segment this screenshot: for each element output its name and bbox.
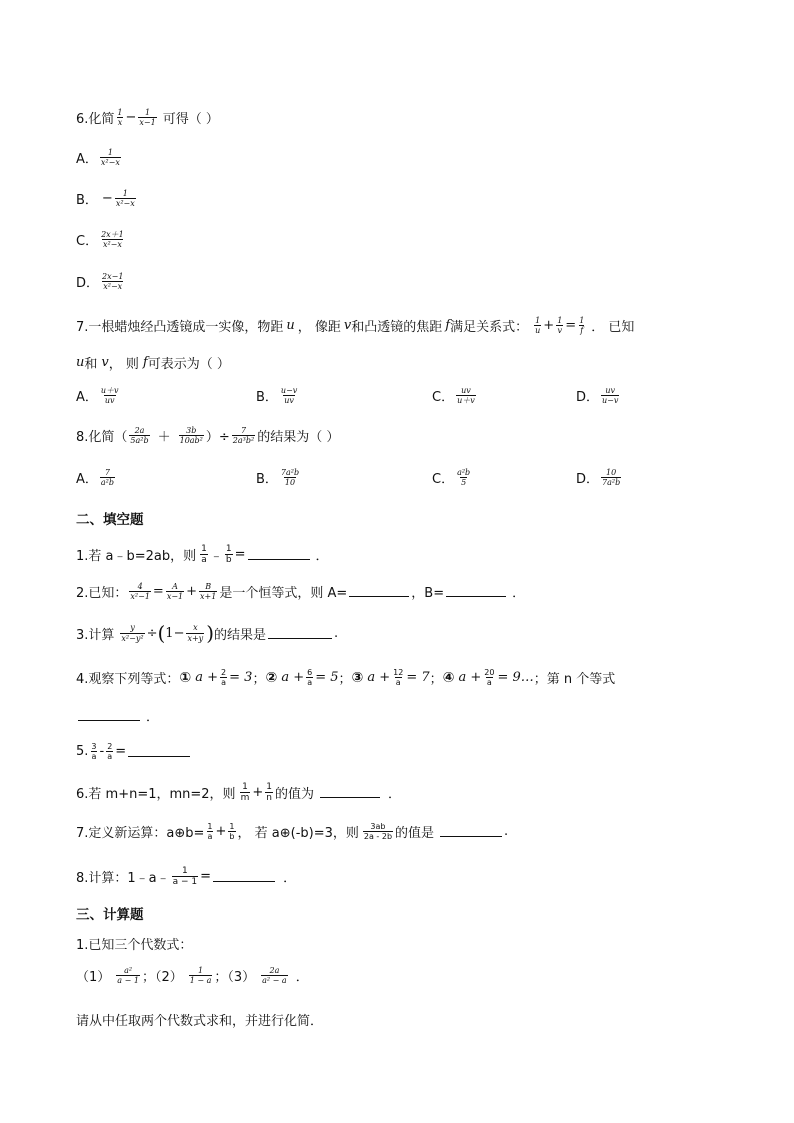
fraction-numerator: B [205, 582, 212, 591]
text-fragment: = [234, 547, 246, 563]
fraction-numerator: 1 [201, 544, 207, 554]
fraction-denominator: x+y [187, 633, 204, 643]
text-fragment: = [565, 318, 577, 334]
text-fragment: D． [76, 276, 100, 292]
text-fragment: D． [576, 472, 600, 488]
question-6-option-a[interactable] [76, 148, 123, 167]
text-fragment: ② [265, 669, 278, 686]
fraction-numerator: 1 [535, 316, 541, 325]
fraction-denominator: x²−x [103, 282, 123, 292]
text-fragment: a + [458, 670, 482, 686]
fraction [100, 468, 115, 487]
fraction-denominator: 1 − a [189, 976, 212, 986]
text-fragment: 5. [76, 744, 89, 760]
fraction-denominator: b [229, 832, 235, 842]
fraction [90, 742, 97, 761]
answer-blank[interactable] [349, 586, 409, 597]
fraction [280, 386, 298, 405]
fraction [100, 386, 120, 405]
text-fragment: ， 则 [108, 357, 139, 372]
fraction-denominator: f [580, 326, 584, 336]
text-fragment: 3.计算 [76, 627, 115, 643]
answer-blank[interactable] [440, 826, 502, 837]
text-fragment: ﹣ [209, 549, 223, 565]
fraction-numerator: 6 [307, 668, 313, 677]
fraction-numerator: 1 [207, 822, 213, 831]
question-8-option-a[interactable] [76, 468, 117, 487]
fraction-numerator: 1 [117, 108, 123, 117]
question-8-option-d[interactable] [576, 468, 623, 487]
text-fragment: . [504, 824, 509, 840]
text-fragment: = 5 [315, 670, 339, 686]
fraction [240, 782, 251, 804]
fraction-numerator: a²b [457, 468, 471, 477]
fraction-numerator: u＋v [100, 386, 119, 395]
fraction-denominator: a [486, 678, 492, 688]
fraction [225, 544, 233, 566]
fraction-denominator: a²b [100, 478, 115, 488]
fraction [100, 148, 121, 167]
fraction-numerator: 10 [606, 468, 617, 477]
fraction-numerator: 2x＋1 [101, 230, 124, 239]
text-fragment: ④ [442, 669, 455, 686]
text-fragment: ． [315, 549, 329, 565]
fraction [280, 468, 300, 487]
fraction-numerator: 3b [186, 426, 197, 435]
text-fragment: v [101, 355, 109, 370]
fraction [601, 386, 619, 405]
fraction [172, 866, 199, 888]
fraction-denominator: x²−1 [130, 592, 150, 602]
fraction-numerator: 1 [229, 822, 235, 831]
fraction-denominator: a [107, 752, 113, 762]
fraction-denominator: a − 1 [117, 976, 139, 986]
text-fragment: 6.若 m+n=1，mn=2，则 [76, 787, 236, 803]
text-fragment: C． [432, 390, 455, 406]
answer-blank[interactable] [268, 628, 332, 639]
fraction-numerator: 2x−1 [102, 272, 124, 281]
fraction-numerator: 20 [484, 668, 495, 677]
fraction [534, 316, 541, 335]
fraction-denominator: x²−x [102, 240, 122, 250]
question-7-option-b[interactable] [256, 386, 300, 405]
fraction-numerator: 1 [107, 148, 113, 157]
fraction-numerator: x [193, 623, 198, 633]
fraction [265, 782, 273, 804]
fraction [179, 426, 204, 445]
text-fragment: 的结果为（ ） [257, 430, 340, 446]
text-fragment: + [215, 824, 227, 840]
fill-question-4-answer [76, 706, 159, 725]
fraction-denominator: 2a³b² [232, 436, 255, 446]
question-7-stem-line2 [76, 353, 230, 372]
text-fragment: 的结果是 [214, 627, 267, 643]
text-fragment: ；（3） [214, 970, 256, 986]
fraction [189, 966, 213, 985]
fraction [206, 822, 213, 841]
fill-question-8 [76, 866, 296, 888]
fraction-numerator: 1 [225, 544, 232, 554]
answer-blank[interactable] [446, 586, 506, 597]
text-fragment: a + [195, 670, 219, 686]
text-fragment: a + [281, 670, 305, 686]
text-fragment: 和 [84, 357, 98, 372]
fraction-denominator: a [201, 555, 207, 566]
text-fragment: （1） [76, 970, 111, 986]
text-fragment: C． [432, 472, 455, 488]
fraction-denominator: uv [104, 396, 115, 406]
text-fragment: 2.已知： [76, 586, 128, 602]
answer-blank[interactable] [213, 871, 275, 882]
fraction [186, 623, 204, 642]
fraction [556, 316, 563, 335]
text-fragment: + [252, 785, 264, 801]
text-fragment: ． [388, 787, 402, 803]
text-fragment: 8.计算：1﹣a﹣ [76, 871, 170, 887]
fraction [220, 668, 227, 687]
text-fragment: A． [76, 152, 98, 168]
fill-question-3 [76, 623, 338, 643]
fraction-denominator: a² − a [262, 976, 287, 986]
text-fragment: 的值是 [395, 826, 435, 842]
text-fragment: 1 [165, 625, 174, 641]
text-fragment: 满足关系式： [450, 320, 529, 336]
fraction-numerator: 2 [221, 668, 227, 677]
calc-question-1-instruction: 请从中任取两个代数式求和，并进行化简． [76, 1014, 324, 1029]
fraction-numerator: 1 [266, 782, 272, 792]
fraction [129, 582, 151, 601]
text-fragment: 6.化简 [76, 112, 115, 128]
fraction [129, 426, 149, 445]
fraction-denominator: u [535, 326, 541, 336]
fraction-denominator: b [225, 555, 232, 566]
fraction-numerator: 1 [242, 782, 248, 792]
text-fragment: 的值为 [274, 787, 314, 803]
question-7-option-c[interactable] [432, 386, 478, 405]
fraction-denominator: uv [284, 396, 294, 406]
fraction [106, 742, 113, 761]
fraction-denominator: x [117, 118, 123, 128]
question-8-stem [76, 426, 339, 445]
text-fragment: u [286, 318, 295, 334]
text-fragment: ，B= [411, 586, 445, 602]
fraction-numerator: y [130, 623, 135, 633]
text-fragment: ． [283, 871, 297, 887]
text-fragment: 1.若 a﹣b=2ab，则 [76, 549, 197, 565]
fraction [578, 316, 585, 335]
fill-question-6 [76, 782, 401, 804]
text-fragment: C． [76, 234, 99, 250]
fill-question-5 [76, 742, 192, 761]
fraction-numerator: 7a²b [280, 468, 300, 477]
section-title-fill-in: 二、填空题 [76, 512, 144, 528]
text-fragment: ) [206, 621, 215, 645]
text-fragment: = 7 [406, 670, 430, 686]
fraction-denominator: n [266, 793, 272, 804]
text-fragment: ＋ [157, 430, 171, 446]
fraction-denominator: x²−y² [121, 633, 144, 643]
text-fragment: = 3 [229, 670, 253, 686]
fraction-denominator: x²−x [100, 158, 120, 168]
fraction-numerator: a² [124, 966, 133, 975]
fraction [483, 668, 495, 687]
text-fragment: 可得（ ） [162, 112, 219, 128]
fraction-numerator: A [172, 582, 178, 591]
question-8-option-c[interactable] [432, 468, 473, 487]
fraction-denominator: a [307, 678, 313, 688]
question-8-option-b[interactable] [256, 468, 302, 487]
question-7-stem-line1 [76, 316, 634, 335]
fraction [456, 468, 471, 487]
fraction-numerator: u−v [280, 386, 298, 395]
fraction [363, 822, 393, 841]
fraction-denominator: u−v [602, 396, 619, 406]
fraction-numerator: 2a [269, 966, 280, 975]
text-fragment: ． [295, 970, 309, 986]
text-fragment: A． [76, 472, 98, 488]
fraction-numerator: 4 [137, 582, 143, 591]
question-6-option-c[interactable] [76, 230, 127, 249]
text-fragment: 7.定义新运算：a⊕b= [76, 826, 205, 842]
fraction [166, 582, 184, 601]
text-fragment: ③ [351, 669, 364, 686]
text-fragment: ； [429, 672, 443, 688]
fraction [116, 108, 123, 127]
text-fragment: 7.一根蜡烛经凸透镜成一实像，物距 [76, 320, 284, 336]
fraction [200, 544, 208, 566]
question-6-stem [76, 108, 219, 127]
fraction-numerator: 2 [107, 742, 113, 751]
answer-blank[interactable] [78, 710, 140, 721]
fraction [100, 230, 125, 249]
fraction-denominator: 10ab² [179, 436, 203, 446]
text-fragment: ． 已知 [591, 320, 635, 336]
text-fragment: ． [512, 586, 526, 602]
fraction-numerator: 1 [122, 189, 128, 198]
fraction-numerator: 7 [240, 426, 247, 435]
fraction [116, 966, 140, 985]
text-fragment: − [101, 191, 113, 207]
fraction [228, 822, 235, 841]
fraction [601, 468, 621, 487]
fraction-denominator: u＋v [457, 396, 475, 406]
fraction [232, 426, 255, 445]
question-6-option-d[interactable] [76, 272, 126, 291]
fraction [138, 108, 156, 127]
fraction-numerator: 3ab [370, 822, 386, 831]
fraction-denominator: x−1 [166, 592, 184, 602]
fraction-numerator: 3 [91, 742, 97, 751]
fraction-numerator: 12 [393, 668, 404, 677]
fraction [120, 623, 144, 642]
answer-blank[interactable] [128, 746, 190, 757]
question-7-option-a[interactable] [76, 386, 122, 405]
text-fragment: B． [256, 472, 278, 488]
fraction-numerator: 2a [134, 426, 145, 435]
fraction-denominator: 10 [284, 478, 296, 488]
text-fragment: ① [179, 669, 192, 686]
fraction [115, 189, 136, 208]
text-fragment: ÷ [146, 625, 158, 641]
fraction-numerator: 1 [579, 316, 585, 325]
fraction-denominator: a [91, 752, 97, 762]
fraction [101, 272, 124, 291]
text-fragment: ）÷ [205, 430, 230, 446]
fraction [306, 668, 313, 687]
fraction-denominator: 2a - 2b [363, 832, 393, 842]
text-fragment: − [173, 625, 185, 641]
fraction-numerator: 1 [198, 966, 204, 975]
fraction-numerator: 7 [104, 468, 110, 477]
fraction-denominator: m [240, 793, 250, 804]
text-fragment: 4.观察下列等式： [76, 672, 180, 688]
text-fragment: ， 若 a⊕(-b)=3，则 [237, 826, 359, 842]
text-fragment: = [200, 869, 212, 885]
text-fragment: ；（2） [141, 970, 183, 986]
text-fragment: = 9… [497, 670, 534, 686]
text-fragment: B． [256, 390, 278, 406]
fraction-denominator: a − 1 [172, 877, 198, 888]
text-fragment: ． [146, 710, 160, 725]
text-fragment: . [334, 625, 339, 641]
fraction [392, 668, 404, 687]
fill-question-2 [76, 582, 525, 601]
text-fragment: 可表示为（ ） [147, 357, 230, 372]
fraction-numerator: 1 [145, 108, 151, 117]
text-fragment: a + [367, 670, 391, 686]
text-fragment: ； [338, 672, 352, 688]
fill-question-1 [76, 544, 329, 566]
text-fragment: 是一个恒等式，则 A= [219, 586, 348, 602]
fraction-denominator: x−1 [139, 118, 156, 128]
text-fragment: + [186, 584, 198, 600]
fill-question-7 [76, 822, 508, 841]
fraction [199, 582, 217, 601]
answer-blank[interactable] [320, 787, 380, 798]
text-fragment: f [445, 318, 451, 334]
fraction-denominator: 5 [461, 478, 467, 488]
question-7-option-d[interactable] [576, 386, 621, 405]
fraction-denominator: x+1 [200, 592, 217, 602]
text-fragment: ； [252, 672, 266, 688]
fraction-denominator: v [557, 326, 562, 336]
text-fragment: f [142, 355, 148, 370]
fraction-numerator: 1 [182, 866, 188, 876]
fraction-denominator: a [395, 678, 401, 688]
fraction [456, 386, 476, 405]
fraction-numerator: uv [605, 386, 616, 395]
text-fragment: A． [76, 390, 98, 406]
fraction-numerator: uv [461, 386, 471, 395]
fraction-denominator: a [207, 832, 213, 842]
fraction-denominator: x²−x [115, 199, 135, 209]
text-fragment: D． [576, 390, 600, 406]
fill-question-4 [76, 668, 615, 687]
text-fragment: ( [157, 621, 166, 645]
text-fragment: - [99, 744, 105, 760]
text-fragment: B． [76, 193, 98, 209]
text-fragment: ， 像距 [297, 320, 341, 336]
fraction-denominator: 5a²b [130, 436, 149, 446]
text-fragment: 8.化简（ [76, 430, 128, 446]
text-fragment: ；第 n 个等式 [533, 672, 616, 688]
fraction [261, 966, 288, 985]
text-fragment: + [543, 318, 555, 334]
question-6-option-b[interactable] [76, 189, 138, 208]
fraction-numerator: 1 [557, 316, 563, 325]
fraction-denominator: 7a²b [602, 478, 621, 488]
calc-question-1-expressions [76, 966, 309, 985]
text-fragment: u [76, 355, 85, 370]
text-fragment: = [115, 744, 127, 760]
section-title-calculation: 三、计算题 [76, 907, 144, 923]
answer-blank[interactable] [248, 549, 310, 560]
fraction-denominator: a [221, 678, 227, 688]
text-fragment: v [343, 318, 352, 334]
text-fragment: − [125, 110, 137, 126]
text-fragment: = [152, 584, 164, 600]
text-fragment: 和凸透镜的焦距 [351, 320, 443, 336]
calc-question-1-stem: 1.已知三个代数式： [76, 938, 193, 953]
